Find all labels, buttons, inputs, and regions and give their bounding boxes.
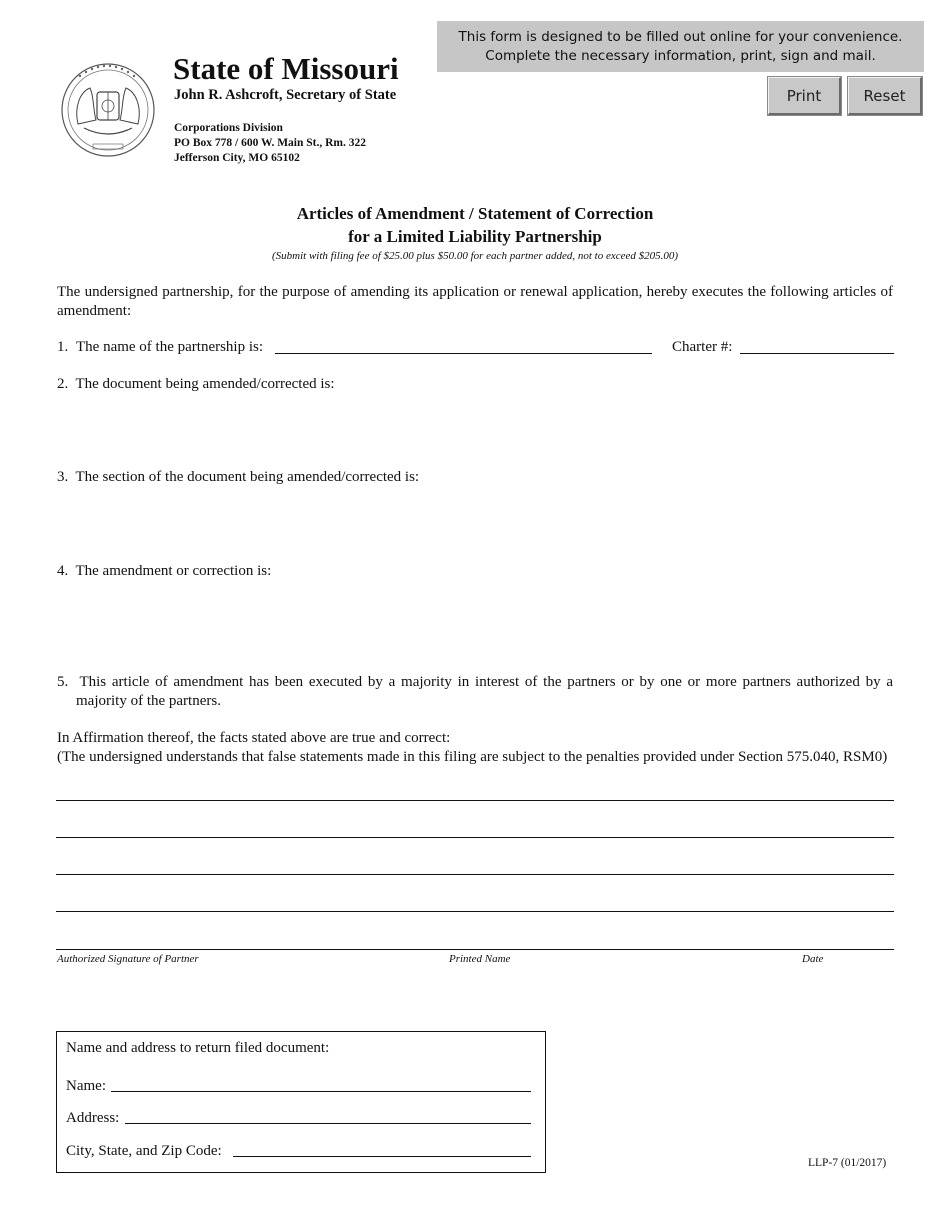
signature-label: Authorized Signature of Partner xyxy=(57,953,199,965)
state-seal-icon xyxy=(60,62,156,158)
item-3-label: 3. The section of the document being amended/corrected is: xyxy=(57,469,420,485)
signature-line[interactable] xyxy=(56,949,894,950)
notice-line-2: Complete the necessary information, print, sign and mail. xyxy=(485,48,876,64)
filing-fee-note: (Submit with filing fee of $25.00 plus $50.00 for each partner added, not to exceed $205.00) xyxy=(271,250,679,262)
online-form-notice xyxy=(437,21,924,72)
amendment-correction-field[interactable] xyxy=(76,585,894,665)
affirmation-penalty-note: (The undersigned understands that false statements made in this filing are subject to the penalties provided under Section 575.040, RSM0) xyxy=(57,749,888,765)
printed-name-label: Printed Name xyxy=(449,953,511,965)
document-amended-field[interactable] xyxy=(76,398,894,460)
date-label: Date xyxy=(802,953,824,965)
intro-paragraph: The undersigned partnership, for the purpose of amending its application or renewal application, hereby executes the following articles of amendment: xyxy=(57,284,893,319)
return-box-heading: Name and address to return filed document: xyxy=(66,1040,330,1056)
return-name-label: Name: xyxy=(66,1078,106,1094)
item-5-statement: 5. This article of amendment has been executed by a majority in interest of the partners or by one or more partners authorized by a majority of the partners. xyxy=(57,674,897,709)
section-amended-field[interactable] xyxy=(76,491,894,557)
form-title-line-1: Articles of Amendment / Statement of Correction xyxy=(296,204,654,223)
partnership-name-label: The name of the partnership is: xyxy=(76,339,264,355)
signature-line[interactable] xyxy=(56,874,894,875)
state-title: State of Missouri xyxy=(173,51,399,86)
print-button[interactable]: Print xyxy=(768,77,841,115)
division-address xyxy=(174,121,366,166)
signature-line[interactable] xyxy=(56,911,894,912)
form-title-line-2: for a Limited Liability Partnership xyxy=(348,227,602,246)
signature-line[interactable] xyxy=(56,837,894,838)
return-address-box xyxy=(56,1031,546,1173)
return-city-label: City, State, and Zip Code: xyxy=(66,1143,222,1159)
item-4-label: 4. The amendment or correction is: xyxy=(57,563,272,579)
item-1 xyxy=(57,338,263,357)
return-address-label: Address: xyxy=(66,1110,120,1126)
affirmation-statement: In Affirmation thereof, the facts stated above are true and correct: xyxy=(57,730,451,746)
division-line: PO Box 778 / 600 W. Main St., Rm. 322 xyxy=(174,137,367,149)
signature-line[interactable] xyxy=(56,800,894,801)
secretary-name: John R. Ashcroft, Secretary of State xyxy=(174,87,397,103)
reset-button[interactable]: Reset xyxy=(848,77,922,115)
item-2-label: 2. The document being amended/corrected is: xyxy=(57,376,335,392)
return-address-field[interactable] xyxy=(125,1109,531,1124)
partnership-name-field[interactable] xyxy=(275,339,652,354)
item-1-number: 1. xyxy=(57,339,69,355)
charter-label: Charter #: xyxy=(672,339,733,355)
return-name-field[interactable] xyxy=(111,1077,531,1092)
division-line: Corporations Division xyxy=(174,122,283,134)
form-code: LLP-7 (01/2017) xyxy=(808,1157,887,1169)
return-city-field[interactable] xyxy=(233,1142,531,1157)
division-line: Jefferson City, MO 65102 xyxy=(174,152,300,164)
notice-line-1: This form is designed to be filled out online for your convenience. xyxy=(458,29,903,45)
charter-number-field[interactable] xyxy=(740,339,894,354)
